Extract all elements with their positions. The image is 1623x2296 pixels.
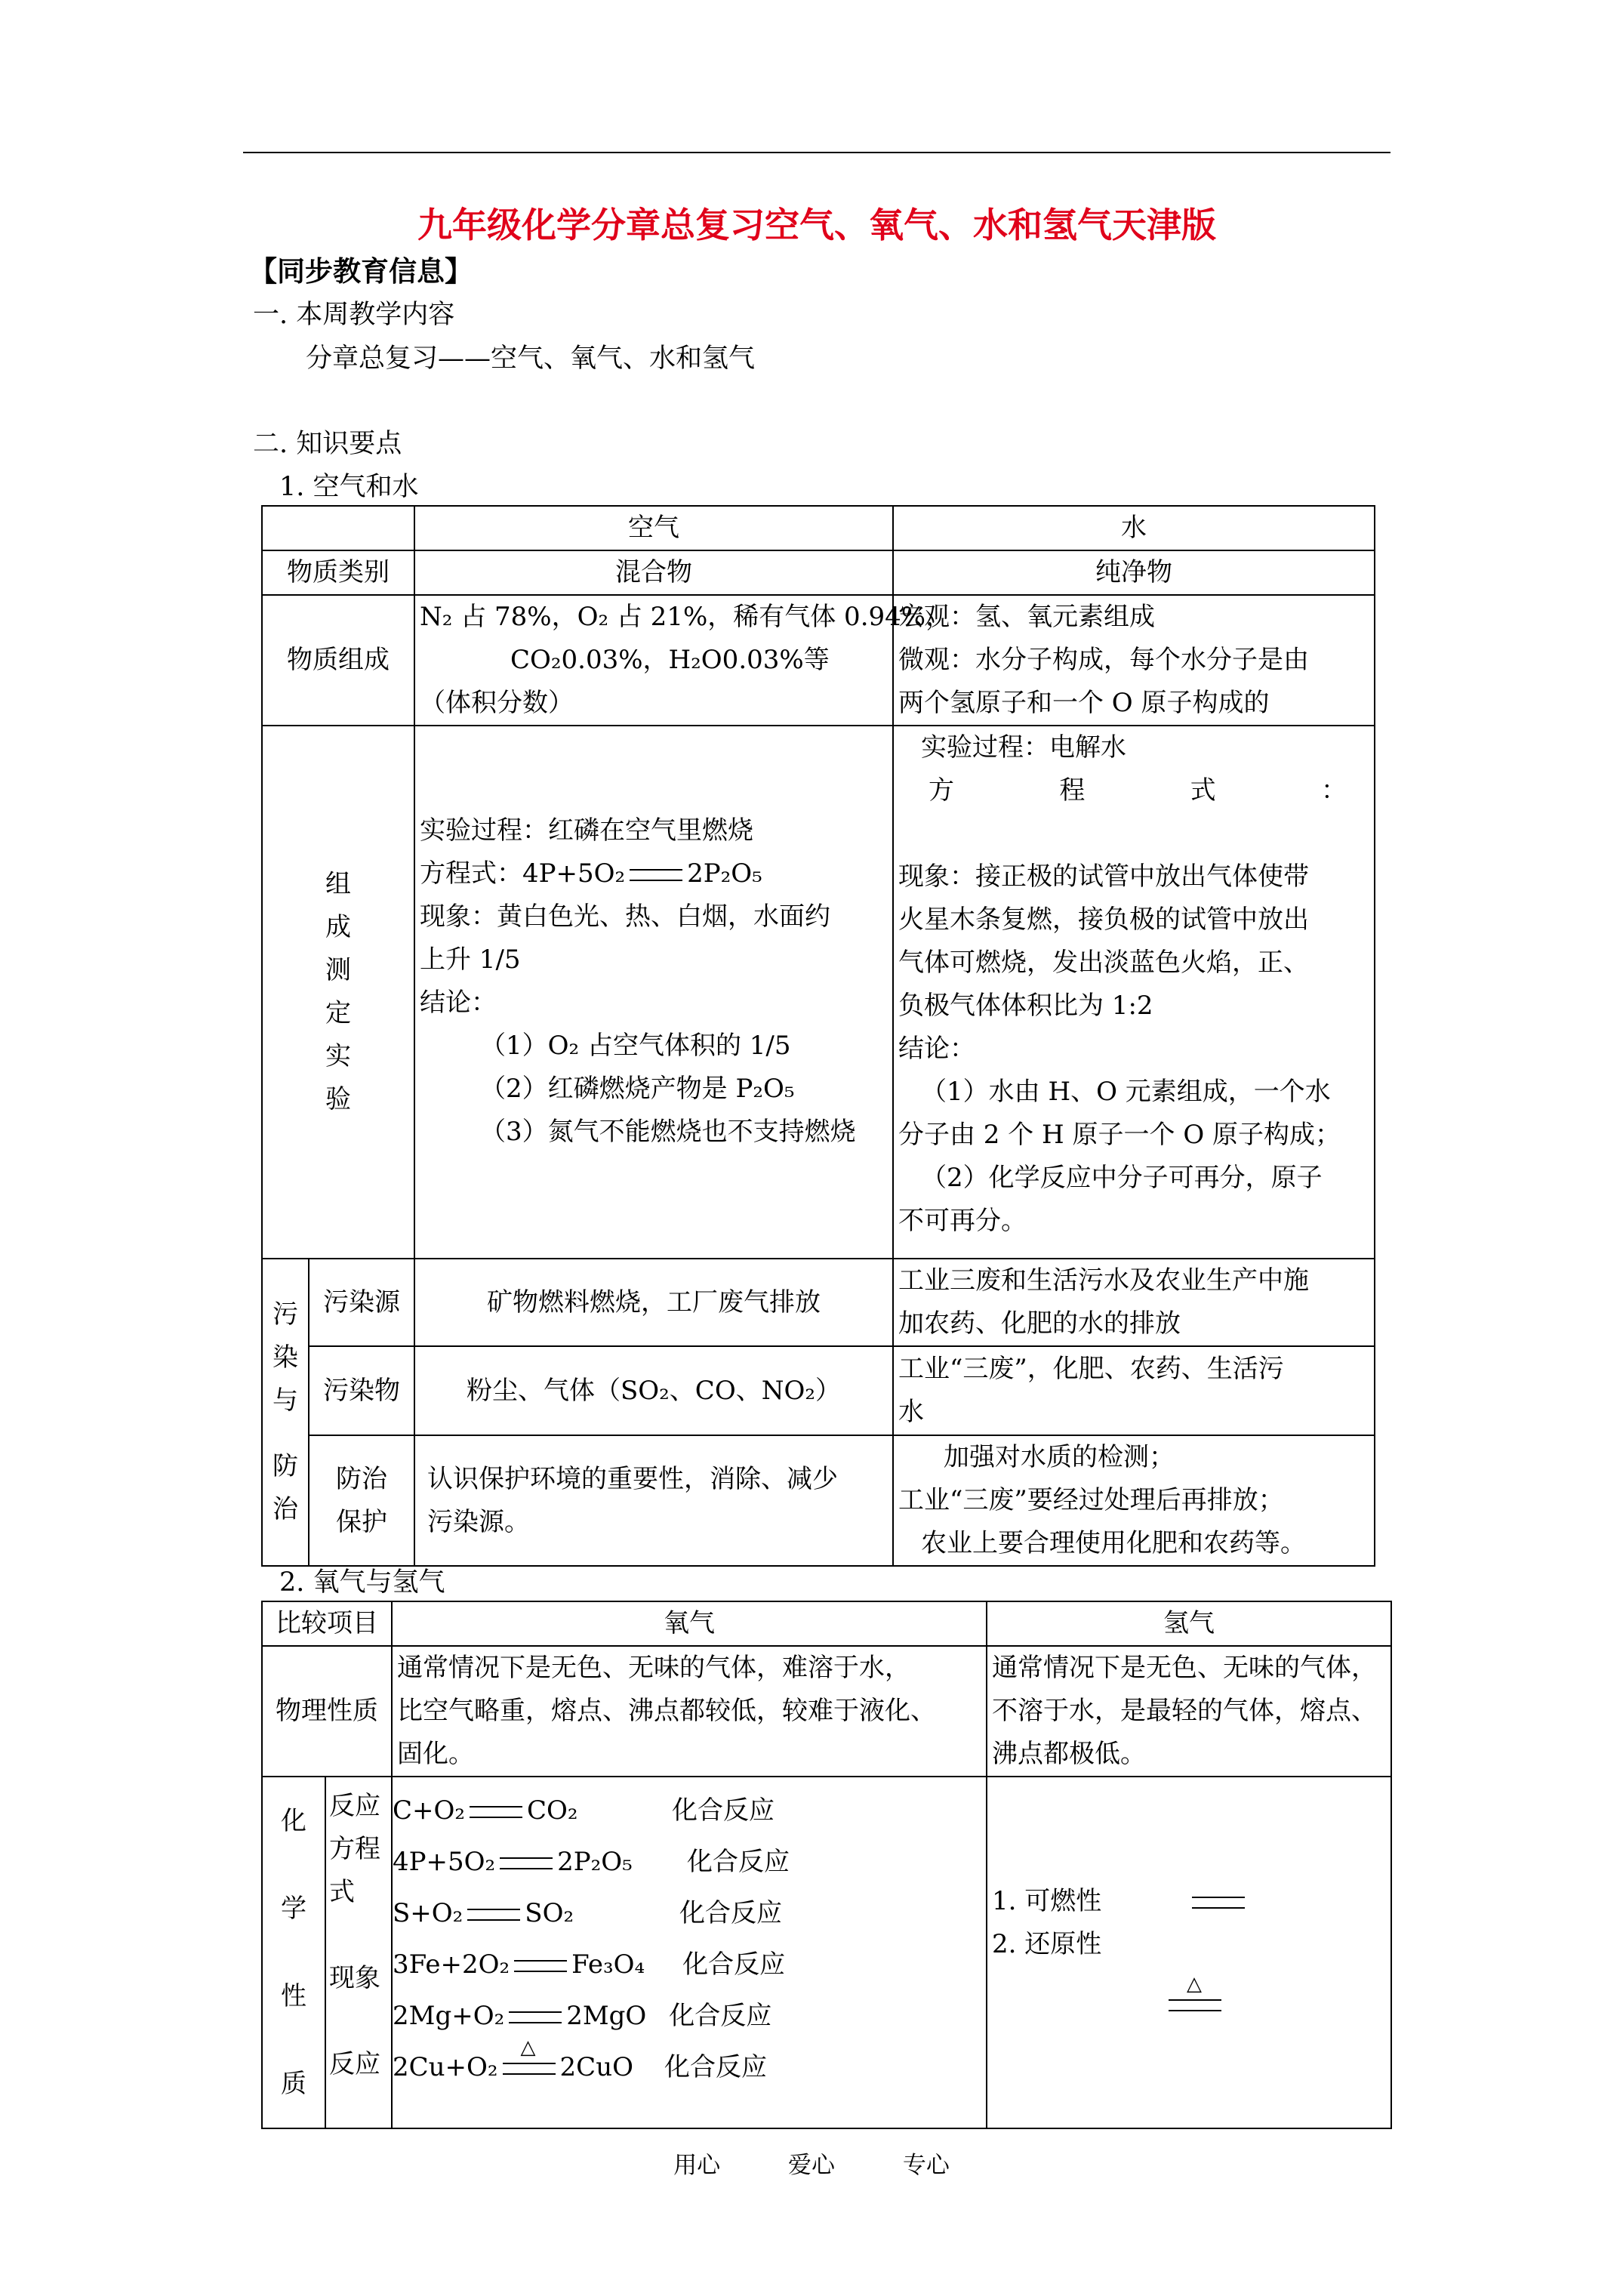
water-protect-line: 农业上要合理使用化肥和农药等。 xyxy=(921,1528,1306,1558)
water-exp-line: 不可再分。 xyxy=(898,1206,1027,1236)
air-comp-line: N₂ 占 78%，O₂ 占 21%，稀有气体 0.94%， xyxy=(420,602,952,632)
water-exp-line: （1）水由 H、O 元素组成，一个水 xyxy=(921,1077,1331,1107)
reaction-row xyxy=(393,1785,981,1836)
reaction-row xyxy=(393,1888,981,1939)
air-experiment xyxy=(414,726,893,1259)
water-class: 纯净物 xyxy=(893,550,1375,595)
water-exp-line: 现象：接正极的试管中放出气体使带 xyxy=(898,861,1309,892)
reaction-type: 化合反应 xyxy=(679,1898,782,1928)
h2-chem-line xyxy=(992,1880,1386,1923)
chem-label-char: 化 xyxy=(281,1806,306,1836)
footer xyxy=(0,2146,1623,2180)
h2-prop: 1. 可燃性 xyxy=(992,1885,1102,1916)
air-source: 矿物燃料燃烧，工厂废气排放 xyxy=(414,1259,893,1346)
eq-char: ： xyxy=(1320,775,1347,806)
water-pollutant xyxy=(893,1346,1375,1435)
air-protect-line: 认识保护环境的重要性，消除、减少 xyxy=(427,1463,838,1494)
footer-item: 爱心 xyxy=(788,2152,835,2179)
air-exp-equation xyxy=(420,852,888,895)
water-composition xyxy=(893,595,1375,726)
chem-label-char: 性 xyxy=(281,1981,306,2011)
chem-inner-line: 反应 xyxy=(329,1791,380,1821)
reaction-left: 4P+5O₂ xyxy=(393,1847,496,1877)
h2-heat-eq xyxy=(992,1966,1386,2026)
equals-sign xyxy=(470,1806,522,1818)
water-pollutant-line: 水 xyxy=(898,1397,924,1427)
reaction-type: 化合反应 xyxy=(664,2052,767,2082)
water-exp-line: （2）化学反应中分子可再分，原子 xyxy=(921,1163,1323,1193)
row-chem-inner-label xyxy=(325,1777,392,2128)
air-composition xyxy=(414,595,952,726)
col-water-header: 水 xyxy=(893,506,1375,550)
air-water-table xyxy=(261,505,1375,1567)
header-empty-cell xyxy=(262,506,414,550)
water-src-line: 加农药、化肥的水的排放 xyxy=(898,1308,1181,1339)
air-exp-line: （3）氮气不能燃烧也不支持燃烧 xyxy=(480,1117,856,1147)
eq-right: 2P₂O₅ xyxy=(687,858,762,889)
water-comp-line: 宏观：氢、氧元素组成 xyxy=(898,602,1155,632)
eq-left: 方程式：4P+5O₂ xyxy=(420,858,626,889)
row-chem-outer-label xyxy=(262,1777,325,2128)
o2-phys-line: 固化。 xyxy=(397,1739,474,1769)
section-header: 【同步教育信息】 xyxy=(249,255,473,288)
reaction-left: 3Fe+2O₂ xyxy=(393,1949,510,1980)
water-exp-line: 结论： xyxy=(898,1034,975,1064)
exp-label-char: 组 xyxy=(325,869,351,899)
o2-reactions xyxy=(392,1777,987,2128)
h2-phys-line: 沸点都极低。 xyxy=(992,1739,1146,1769)
equals-sign-heat xyxy=(503,2036,556,2075)
air-exp-line: （1）O₂ 占空气体积的 1/5 xyxy=(480,1031,791,1061)
air-exp-line: （2）红磷燃烧产物是 P₂O₅ xyxy=(480,1074,795,1104)
reaction-row xyxy=(393,1990,981,2042)
exp-label-char: 定 xyxy=(325,998,351,1028)
pollution-label-char: 治 xyxy=(273,1494,298,1524)
table2-heading: 2. 氧气与氢气 xyxy=(279,1567,445,1598)
row-class-label: 物质类别 xyxy=(262,550,414,595)
chem-label-char: 学 xyxy=(281,1894,306,1924)
water-exp-process: 实验过程：电解水 xyxy=(921,732,1126,763)
part1-content: 分章总复习——空气、氧气、水和氢气 xyxy=(306,344,756,374)
footer-item: 用心 xyxy=(673,2152,721,2179)
chem-inner-line: 方程 xyxy=(329,1834,380,1864)
reaction-left: C+O₂ xyxy=(393,1795,466,1826)
document-title: 九年级化学分章总复习空气、氧气、水和氢气天津版 xyxy=(417,205,1216,245)
part2-heading: 二. 知识要点 xyxy=(253,429,402,459)
water-comp-line: 两个氢原子和一个 O 原子构成的 xyxy=(898,688,1270,718)
air-exp-process: 实验过程：红磷在空气里燃烧 xyxy=(420,815,753,846)
equals-sign xyxy=(514,1960,567,1972)
air-pollutant: 粉尘、气体（SO₂、CO、NO₂） xyxy=(414,1346,893,1435)
exp-label-char: 测 xyxy=(325,955,351,985)
reaction-type: 化合反应 xyxy=(687,1847,790,1877)
water-src-line: 工业三废和生活污水及农业生产中施 xyxy=(898,1265,1309,1296)
air-comp-line: （体积分数） xyxy=(420,688,574,718)
equals-sign xyxy=(1192,1897,1245,1909)
reaction-right: CO₂ xyxy=(527,1795,578,1826)
eq-char: 程 xyxy=(1059,775,1086,806)
row-pollutant-label: 污染物 xyxy=(309,1346,414,1435)
pollution-label xyxy=(262,1259,309,1566)
air-exp-line: 结论： xyxy=(420,988,497,1018)
header-rule xyxy=(243,152,1390,153)
reaction-row xyxy=(393,1939,981,1990)
exp-label-char: 验 xyxy=(325,1084,351,1114)
reaction-row xyxy=(393,1836,981,1888)
water-experiment xyxy=(893,726,1375,1259)
equals-sign xyxy=(500,1857,553,1869)
o2-phys-line: 比空气略重，熔点、沸点都较低，较难于液化、 xyxy=(397,1696,936,1726)
air-protection xyxy=(414,1435,893,1566)
water-exp-line: 火星木条复燃，接负极的试管中放出 xyxy=(898,905,1309,935)
row-protect-label xyxy=(309,1435,414,1566)
col-air-header: 空气 xyxy=(414,506,893,550)
water-exp-line: 气体可燃烧，发出淡蓝色火焰，正、 xyxy=(898,948,1309,978)
water-protection xyxy=(893,1435,1375,1566)
o2-physical xyxy=(392,1646,987,1777)
equals-sign-heat xyxy=(1169,1972,1221,2011)
exp-label-char: 成 xyxy=(325,912,351,942)
reaction-right: Fe₃O₄ xyxy=(571,1949,645,1980)
air-exp-line: 上升 1/5 xyxy=(420,945,521,975)
equals-sign xyxy=(509,2011,562,2023)
table1-heading: 1. 空气和水 xyxy=(279,472,419,502)
pollution-label-char: 与 xyxy=(273,1385,298,1416)
pollution-label-char: 污 xyxy=(273,1299,298,1330)
part1-heading: 一. 本周教学内容 xyxy=(253,300,455,330)
reaction-right: 2CuO xyxy=(559,2052,633,2082)
water-pollutant-line: 工业“三废”，化肥、农药、生活污 xyxy=(898,1354,1284,1384)
eq-char: 方 xyxy=(929,775,954,806)
h2-chemical xyxy=(987,1777,1391,2128)
eq-char: 式 xyxy=(1190,775,1216,806)
oxygen-hydrogen-table xyxy=(261,1601,1392,2129)
air-class: 混合物 xyxy=(414,550,893,595)
row-exp-label xyxy=(262,726,414,1259)
pollution-label-char: 染 xyxy=(273,1342,298,1373)
col-item-header: 比较项目 xyxy=(262,1601,392,1646)
col-o2-header: 氧气 xyxy=(392,1601,987,1646)
reaction-row xyxy=(393,2036,981,2093)
row-comp-label: 物质组成 xyxy=(262,595,414,726)
reaction-type: 化合反应 xyxy=(682,1949,786,1980)
reaction-right: SO₂ xyxy=(525,1898,574,1928)
water-comp-line: 微观：水分子构成，每个水分子是由 xyxy=(898,645,1309,675)
reaction-left: S+O₂ xyxy=(393,1898,463,1928)
chem-inner-line: 现象 xyxy=(329,1963,380,1993)
reaction-right: 2MgO xyxy=(566,2001,647,2031)
water-source xyxy=(893,1259,1375,1346)
h2-chem-line: 2. 还原性 xyxy=(992,1928,1102,1959)
h2-phys-line: 通常情况下是无色、无味的气体， xyxy=(992,1653,1377,1683)
footer-item: 专心 xyxy=(902,2152,950,2179)
water-protect-line: 工业“三废”要经过处理后再排放； xyxy=(898,1485,1284,1515)
reaction-left: 2Cu+O₂ xyxy=(393,2052,498,2082)
water-exp-equation xyxy=(898,769,1369,812)
row-phys-label: 物理性质 xyxy=(262,1646,392,1777)
delta-icon: △ xyxy=(520,2036,536,2059)
air-protect-line: 污染源。 xyxy=(427,1506,530,1537)
reaction-type: 化合反应 xyxy=(669,2001,772,2031)
protect-label-line: 保护 xyxy=(336,1506,387,1537)
pollution-label-char: 防 xyxy=(273,1451,298,1481)
h2-physical xyxy=(987,1646,1391,1777)
protect-label-line: 防治 xyxy=(336,1463,387,1494)
o2-phys-line: 通常情况下是无色、无味的气体，难溶于水， xyxy=(397,1653,910,1683)
exp-label-char: 实 xyxy=(325,1041,351,1071)
chem-inner-line: 式 xyxy=(329,1877,355,1907)
reaction-right: 2P₂O₅ xyxy=(557,1847,633,1877)
chem-inner-line: 反应 xyxy=(329,2049,380,2079)
water-exp-line: 负极气体体积比为 1:2 xyxy=(898,991,1153,1021)
air-comp-line: CO₂0.03%，H₂O0.03%等 xyxy=(510,645,830,675)
air-exp-line: 现象：黄白色光、热、白烟，水面约 xyxy=(420,901,830,932)
equals-sign xyxy=(467,1909,520,1921)
chem-label-char: 质 xyxy=(281,2069,306,2099)
reaction-left: 2Mg+O₂ xyxy=(393,2001,505,2031)
col-h2-header: 氢气 xyxy=(987,1601,1391,1646)
water-exp-line: 分子由 2 个 H 原子一个 O 原子构成； xyxy=(898,1120,1341,1150)
delta-icon: △ xyxy=(1187,1972,1202,1996)
row-src-label: 污染源 xyxy=(309,1259,414,1346)
h2-phys-line: 不溶于水，是最轻的气体，熔点、 xyxy=(992,1696,1377,1726)
reaction-type: 化合反应 xyxy=(672,1795,775,1826)
equals-sign xyxy=(630,869,682,881)
water-protect-line: 加强对水质的检测； xyxy=(944,1442,1175,1472)
